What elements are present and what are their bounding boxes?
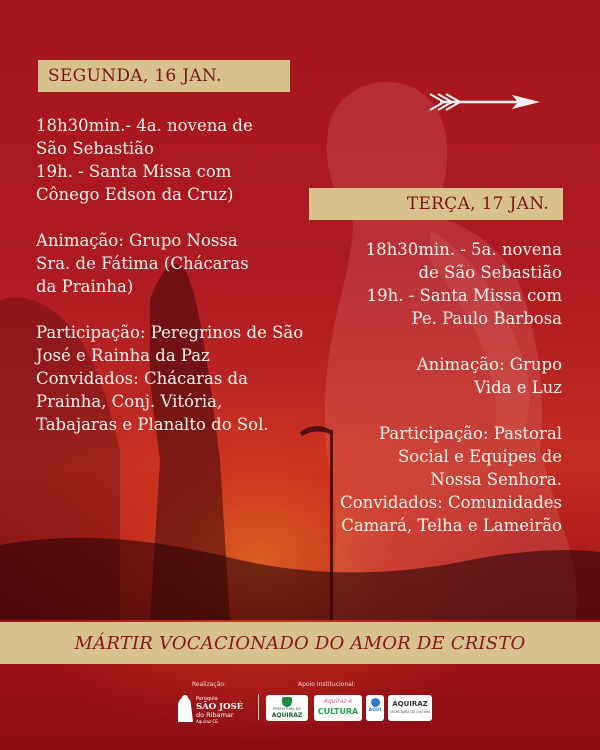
monday-schedule-times [36,114,336,206]
aqui-logo [366,695,384,721]
schedule-line: José e Rainha da Paz [36,346,210,365]
logo-text: Paróquia [196,696,218,702]
tuesday-schedule-times [300,238,562,330]
schedule-line: Animação: Grupo Nossa [36,231,238,250]
tuesday-date-banner [309,188,563,220]
monday-date-label: SEGUNDA, 16 JAN. [48,66,222,86]
schedule-line: Tabajaras e Planalto do Sol. [36,415,269,434]
schedule-line: Vida e Luz [474,378,562,397]
schedule-line: Nossa Senhora. [430,470,562,489]
monday-date-banner [38,60,290,92]
tuesday-participation [300,422,562,537]
arrow-icon [430,94,540,110]
schedule-line: 18h30min.- 4a. novena de [36,116,253,135]
schedule-line: 19h. - Santa Missa com [366,286,562,305]
schedule-line: Animação: Grupo [416,355,562,374]
schedule-line: Sra. de Fátima (Chácaras [36,254,249,273]
logo-text: CULTURA [317,707,359,716]
schedule-line: Cônego Edson da Cruz) [36,185,234,204]
schedule-line: Convidados: Comunidades [340,493,562,512]
logo-text: AQUIRAZ [392,700,428,708]
shield-icon [282,697,292,707]
tuesday-date-label: TERÇA, 17 JAN. [406,194,549,214]
sun-icon [371,698,380,707]
aquiraz-cultura-logo [314,695,362,721]
schedule-line: Social e Equipes de [397,447,562,466]
logo-text: do Ribamar [196,711,234,719]
logo-text: PREFEITURA DE [273,707,301,711]
schedule-line: 19h. - Santa Missa com [36,162,232,181]
logo-text: AQUI [368,708,382,713]
schedule-line: 18h30min. - 5a. novena [365,240,562,259]
schedule-line: Camará, Telha e Lameirão [341,516,562,535]
monday-participation [36,321,336,436]
logo-text: AQUIRAZ [271,712,303,719]
tuesday-animation [300,353,562,399]
aquiraz-secretaria-logo [388,695,432,721]
schedule-line: Participação: Pastoral [379,424,562,443]
schedule-line: Convidados: Chácaras da [36,369,248,388]
realizacao-label: Realização: [192,681,227,688]
tuesday-schedule [300,238,562,560]
logo-text: SECRETARIA DA CULTURA [389,710,431,714]
motto-banner [0,622,600,664]
schedule-line: de São Sebastião [418,263,562,282]
schedule-line: São Sebastião [36,139,154,158]
aquiraz-prefeitura-logo [266,695,308,721]
logo-text: Aquiraz é [323,698,353,705]
schedule-line: Prainha, Conj. Vitória, [36,392,223,411]
motto-text: MÁRTIR VOCACIONADO DO AMOR DE CRISTO [74,632,526,654]
logo-text: Aquiraz-CE [196,719,218,724]
sao-jose-parish-logo [172,692,252,724]
monday-animation [36,229,336,298]
sponsor-logos [0,668,600,750]
schedule-line: Pe. Paulo Barbosa [411,309,562,328]
logo-divider [258,694,259,720]
monday-schedule [36,114,336,459]
schedule-line: Participação: Peregrinos de São [36,323,304,342]
logo-text: SÃO JOSÉ [196,702,244,712]
schedule-line: da Prainha) [36,277,134,296]
apoio-label: Apoio Institucional: [298,681,356,688]
